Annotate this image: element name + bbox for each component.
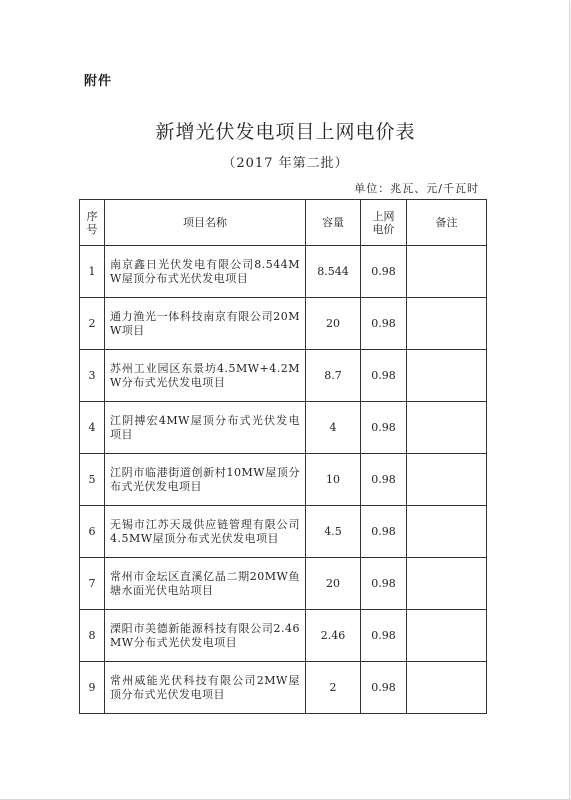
cell-serial-no: 2 [80,298,105,350]
cell-serial-no: 8 [80,610,105,662]
document-title: 新增光伏发电项目上网电价表 [155,121,416,143]
cell-price: 0.98 [361,610,407,662]
cell-capacity: 2 [306,662,361,714]
unit-note: 单位：兆瓦、元/千瓦时 [354,182,479,195]
cell-capacity: 20 [306,298,361,350]
table-row [80,350,487,402]
document-subtitle: （2017 年第二批） [222,156,349,171]
cell-serial-no: 3 [80,350,105,402]
header-capacity: 容量 [306,200,361,246]
cell-project-name: 无锡市江苏天晟供应链管理有限公司4.5MW屋顶分布式光伏发电项目 [105,506,306,558]
table-row [80,402,487,454]
cell-capacity: 2.46 [306,610,361,662]
cell-capacity: 4 [306,402,361,454]
header-price-line1: 上网 [372,209,395,223]
table-row [80,506,487,558]
cell-note [407,402,487,454]
cell-project-name: 常州威能光伏科技有限公司2MW屋顶分布式光伏发电项目 [105,662,306,714]
price-table [79,199,487,714]
cell-note [407,610,487,662]
cell-price: 0.98 [361,506,407,558]
cell-note [407,298,487,350]
header-note: 备注 [407,200,487,246]
table-row [80,298,487,350]
cell-note [407,246,487,298]
cell-capacity: 4.5 [306,506,361,558]
header-price-line2: 电价 [372,222,395,236]
cell-note [407,506,487,558]
cell-price: 0.98 [361,454,407,506]
cell-project-name: 苏州工业园区东景坊4.5MW+4.2MW分布式光伏发电项目 [105,350,306,402]
cell-price: 0.98 [361,246,407,298]
cell-project-name: 通力渔光一体科技南京有限公司20MW项目 [105,298,306,350]
cell-project-name: 南京鑫日光伏发电有限公司8.544MW屋顶分布式光伏发电项目 [105,246,306,298]
cell-note [407,662,487,714]
cell-capacity: 10 [306,454,361,506]
cell-capacity: 8.544 [306,246,361,298]
cell-note [407,350,487,402]
cell-price: 0.98 [361,350,407,402]
cell-serial-no: 1 [80,246,105,298]
cell-price: 0.98 [361,662,407,714]
table-row [80,610,487,662]
cell-serial-no: 6 [80,506,105,558]
cell-note [407,454,487,506]
header-project-name: 项目名称 [105,200,306,246]
cell-note [407,558,487,610]
header-price [361,200,407,246]
attachment-label: 附件 [84,74,113,89]
table-row [80,454,487,506]
cell-serial-no: 4 [80,402,105,454]
cell-project-name: 常州市金坛区直溪亿晶二期20MW鱼塘水面光伏电站项目 [105,558,306,610]
cell-price: 0.98 [361,402,407,454]
header-serial-no-line2: 号 [86,222,98,236]
header-serial-no-line1: 序 [86,209,98,223]
cell-price: 0.98 [361,558,407,610]
cell-capacity: 20 [306,558,361,610]
cell-project-name: 溧阳市美德新能源科技有限公司2.46MW分布式光伏发电项目 [105,610,306,662]
cell-price: 0.98 [361,298,407,350]
table-header-row [80,200,487,246]
header-serial-no [80,200,105,246]
cell-serial-no: 7 [80,558,105,610]
cell-serial-no: 5 [80,454,105,506]
table-row [80,246,487,298]
table-row [80,558,487,610]
cell-project-name: 江阴市临港街道创新村10MW屋顶分布式光伏发电项目 [105,454,306,506]
cell-project-name: 江阴搏宏4MW屋顶分布式光伏发电项目 [105,402,306,454]
table-row [80,662,487,714]
cell-capacity: 8.7 [306,350,361,402]
cell-serial-no: 9 [80,662,105,714]
